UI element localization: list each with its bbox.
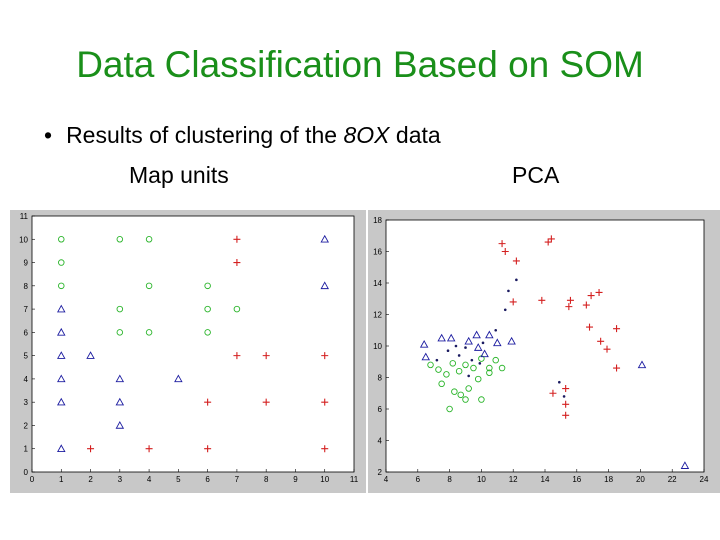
slide-title: Data Classification Based on SOM bbox=[76, 44, 644, 85]
bullet-text bbox=[44, 122, 441, 149]
bullet-emphasis: 8OX bbox=[343, 122, 390, 148]
x-tick-label: 6 bbox=[205, 475, 210, 484]
y-tick-label: 3 bbox=[23, 398, 28, 408]
y-tick-label: 1 bbox=[23, 444, 28, 454]
y-tick-label: 0 bbox=[23, 468, 28, 477]
dot-point bbox=[482, 342, 485, 345]
x-tick-label: 3 bbox=[117, 475, 123, 484]
dot-point bbox=[507, 290, 510, 293]
dot-point bbox=[494, 329, 497, 332]
y-tick-label: 8 bbox=[23, 281, 28, 291]
x-tick-label: 2 bbox=[88, 475, 93, 484]
y-tick-label: 4 bbox=[377, 436, 382, 446]
dot-point bbox=[436, 359, 439, 362]
x-tick-label: 5 bbox=[176, 475, 181, 484]
dot-point bbox=[467, 375, 470, 378]
y-tick-label: 10 bbox=[19, 235, 28, 245]
y-tick-label: 5 bbox=[23, 351, 28, 361]
bullet-prefix: Results of clustering of the bbox=[66, 122, 344, 148]
plot-area bbox=[32, 216, 354, 472]
y-tick-label: 4 bbox=[23, 374, 28, 384]
x-tick-label: 10 bbox=[476, 475, 486, 484]
dot-point bbox=[464, 346, 467, 349]
map-units-panel bbox=[10, 210, 366, 493]
y-tick-label: 2 bbox=[23, 421, 28, 431]
dot-point bbox=[504, 308, 507, 311]
x-tick-label: 24 bbox=[699, 475, 709, 484]
x-tick-label: 0 bbox=[29, 475, 35, 484]
dot-point bbox=[458, 354, 461, 357]
x-tick-label: 4 bbox=[146, 475, 152, 484]
x-tick-label: 4 bbox=[383, 475, 389, 484]
y-tick-label: 16 bbox=[373, 247, 382, 257]
caption-map-units: Map units bbox=[129, 162, 229, 188]
x-tick-label: 9 bbox=[293, 475, 298, 484]
pca-panel bbox=[368, 210, 720, 493]
y-tick-label: 7 bbox=[23, 305, 28, 315]
dot-point bbox=[558, 381, 561, 384]
caption-pca: PCA bbox=[512, 162, 560, 188]
x-tick-label: 6 bbox=[415, 475, 421, 484]
pca-chart bbox=[368, 210, 720, 493]
y-tick-label: 6 bbox=[23, 328, 28, 338]
x-tick-label: 14 bbox=[540, 475, 550, 484]
plot-area bbox=[386, 220, 704, 472]
y-tick-label: 11 bbox=[19, 212, 28, 221]
dot-point bbox=[563, 395, 566, 398]
bullet-point: • bbox=[44, 122, 53, 148]
x-tick-label: 22 bbox=[667, 475, 677, 484]
x-tick-label: 7 bbox=[234, 475, 240, 484]
y-tick-label: 18 bbox=[373, 216, 382, 225]
y-tick-label: 6 bbox=[377, 405, 382, 414]
x-tick-label: 12 bbox=[508, 475, 518, 484]
dot-point bbox=[447, 349, 450, 352]
x-tick-label: 10 bbox=[320, 475, 330, 484]
bullet-suffix: data bbox=[389, 122, 441, 148]
x-tick-label: 20 bbox=[635, 475, 645, 484]
dot-point bbox=[515, 279, 518, 282]
y-tick-label: 9 bbox=[23, 258, 28, 268]
dot-point bbox=[471, 359, 474, 362]
y-tick-label: 12 bbox=[373, 310, 382, 320]
y-tick-label: 8 bbox=[377, 373, 382, 383]
x-tick-label: 16 bbox=[572, 475, 582, 484]
y-tick-label: 14 bbox=[373, 279, 382, 288]
y-tick-label: 2 bbox=[377, 468, 382, 477]
x-tick-label: 8 bbox=[447, 475, 452, 484]
x-tick-label: 11 bbox=[349, 475, 359, 484]
y-tick-label: 10 bbox=[373, 342, 382, 351]
x-tick-label: 8 bbox=[263, 475, 269, 484]
dot-point bbox=[455, 345, 458, 348]
x-tick-label: 1 bbox=[59, 475, 64, 484]
x-tick-label: 18 bbox=[604, 475, 614, 484]
map-units-chart bbox=[10, 210, 366, 493]
dot-point bbox=[479, 362, 482, 365]
